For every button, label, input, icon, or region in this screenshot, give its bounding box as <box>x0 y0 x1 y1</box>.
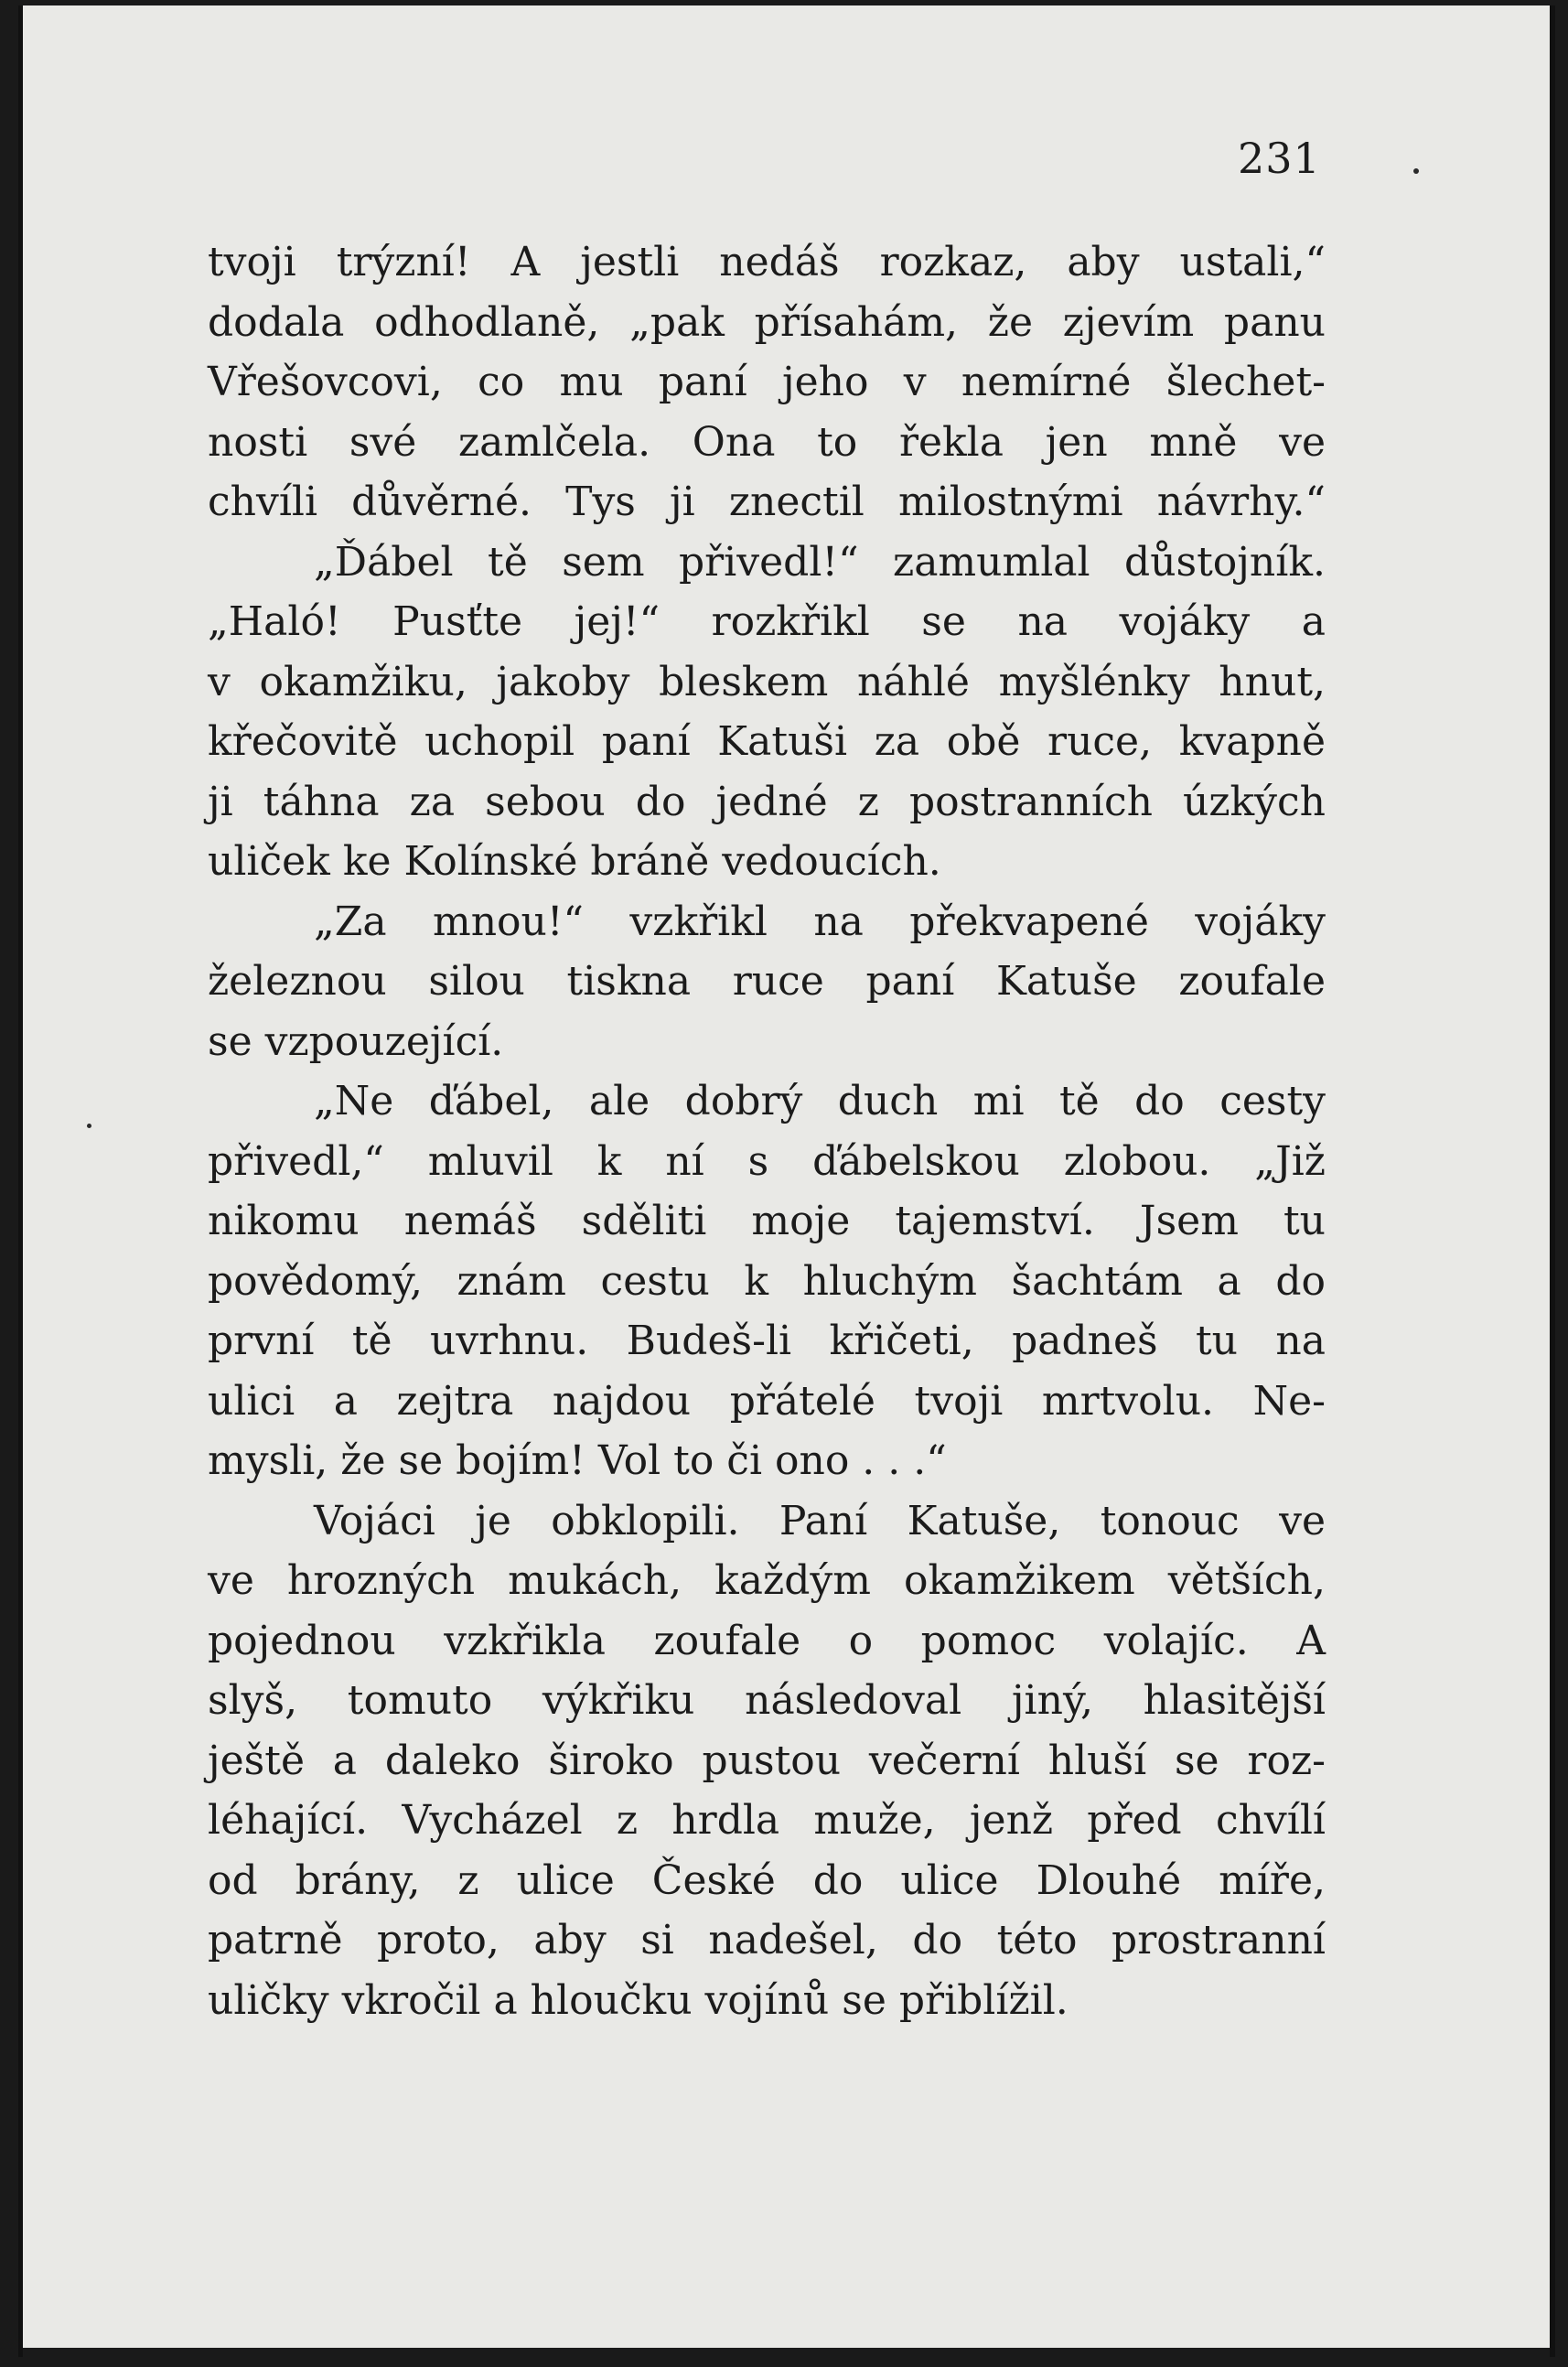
text-line: pojednou vzkřikla zoufale o pomoc volajíc. A <box>208 1617 1326 1664</box>
text-line: železnou silou tiskna ruce paní Katuše zoufale <box>208 958 1326 1005</box>
text-line: ve hrozných mukách, každým okamžikem větších, <box>208 1557 1326 1604</box>
page-number: 231 <box>1238 134 1321 183</box>
scan-speck <box>87 1124 91 1128</box>
text-line: patrně proto, aby si nadešel, do této prostranní <box>208 1917 1326 1964</box>
text-line: ulici a zejtra najdou přátelé tvoji mrtvolu. Ne- <box>208 1377 1326 1425</box>
text-line: tvoji trýzní! A jestli nedáš rozkaz, aby ustali,“ <box>208 239 1326 285</box>
text-line: „Haló! Pusťte jej!“ rozkřikl se na vojáky a <box>208 598 1326 645</box>
text-line: povědomý, znám cestu k hluchým šachtám a do <box>208 1257 1326 1305</box>
text-line: křečovitě uchopil paní Katuši za obě ruce, kvapně <box>208 718 1326 765</box>
text-line: „Ďábel tě sem přivedl!“ zamumlal důstojník. <box>314 538 1326 586</box>
text-line: slyš, tomuto výkřiku následoval jiný, hlasitější <box>208 1677 1326 1724</box>
text-line: přivedl,“ mluvil k ní s ďábelskou zlobou. „Již <box>208 1137 1326 1185</box>
text-line: „Za mnou!“ vzkřikl na překvapené vojáky <box>314 898 1326 945</box>
text-line: „Ne ďábel, ale dobrý duch mi tě do cesty <box>314 1078 1326 1124</box>
paragraph-3 <box>208 892 1326 1072</box>
text-line: chvíli důvěrné. Tys ji znectil milostnými návrhy.“ <box>208 479 1326 525</box>
paragraph-5 <box>208 1491 1326 2031</box>
text-line: ještě a daleko široko pustou večerní hluší se roz- <box>208 1737 1326 1784</box>
text-line: Vojáci je obklopili. Paní Katuše, tonouc ve <box>314 1497 1326 1544</box>
text-line: první tě uvrhnu. Budeš-li křičeti, padneš tu na <box>208 1318 1326 1364</box>
text-line: uliček ke Kolínské bráně vedoucích. <box>208 838 941 885</box>
paragraph-2 <box>208 533 1326 892</box>
text-line: nikomu nemáš sděliti moje tajemství. Jsem tu <box>208 1198 1326 1244</box>
text-line: Vřešovcovi, co mu paní jeho v nemírné šlechet- <box>208 359 1326 405</box>
text-line: uličky vkročil a hloučku vojínů se přiblížil. <box>208 1976 1069 2024</box>
text-line: mysli, že se bojím! Vol to či ono . . .“ <box>208 1437 947 1484</box>
body-text <box>208 232 1326 2030</box>
book-page <box>18 5 1555 2357</box>
scan-edge <box>23 2348 1550 2357</box>
scan-speck <box>1413 168 1419 174</box>
text-line: od brány, z ulice České do ulice Dlouhé míře, <box>208 1856 1326 1904</box>
text-line: léhající. Vycházel z hrdla muže, jenž před chvílí <box>208 1797 1326 1844</box>
text-line: ji táhna za sebou do jedné z postranních úzkých <box>208 778 1326 825</box>
text-line: se vzpouzející. <box>208 1017 504 1065</box>
paragraph-4 <box>208 1071 1326 1491</box>
text-line: nosti své zamlčela. Ona to řekla jen mně ve <box>208 418 1326 466</box>
text-line: v okamžiku, jakoby bleskem náhlé myšlénky hnut, <box>208 658 1326 705</box>
text-line: dodala odhodlaně, „pak přísahám, že zjevím panu <box>208 298 1326 346</box>
paragraph-1 <box>208 232 1326 533</box>
